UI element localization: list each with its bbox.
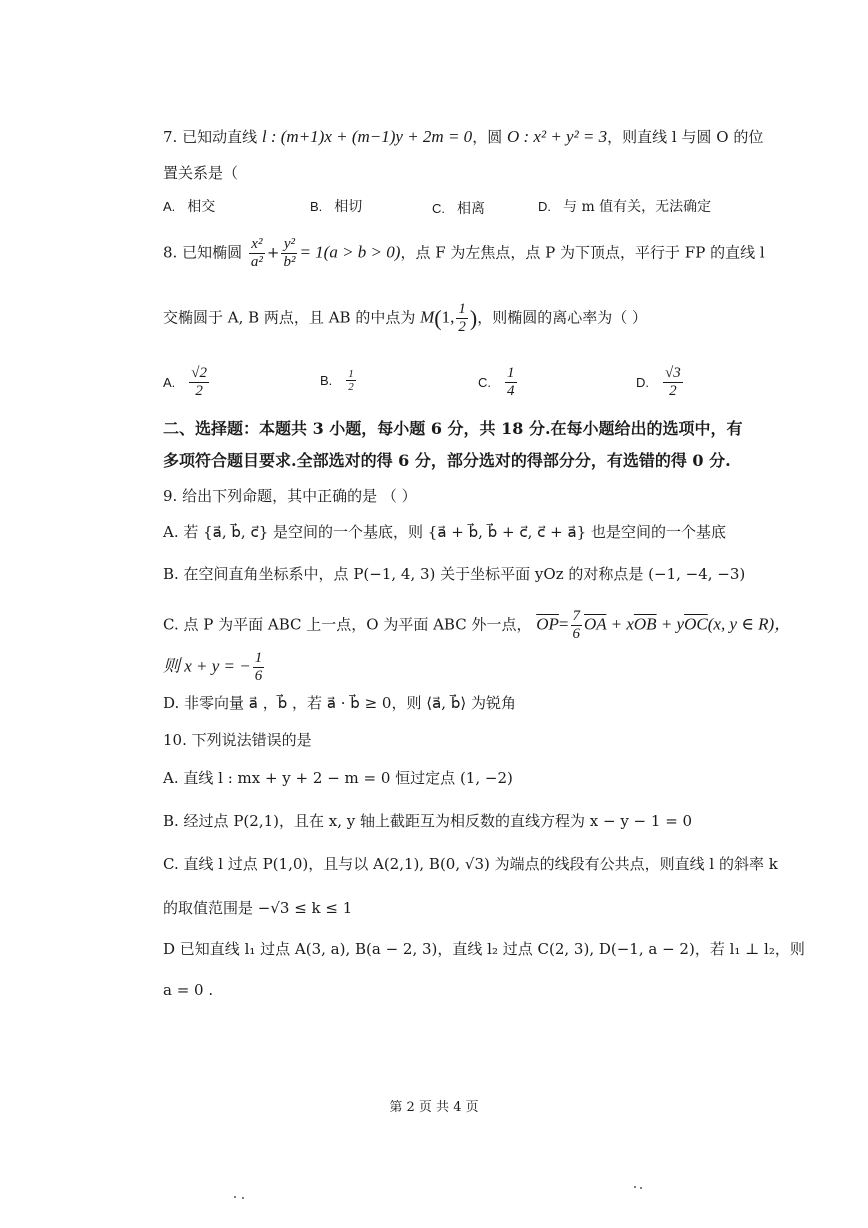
scan-speck — [242, 1197, 244, 1199]
q10-stem: 10. 下列说法错误的是 — [163, 731, 312, 749]
q8-line2-a: 交椭圆于 A, B 两点，且 AB 的中点为 — [163, 308, 416, 327]
q8-line2-b: ，则椭圆的离心率为（ ） — [477, 308, 647, 327]
q9-option-c-sum: 则 x + y = − — [163, 656, 251, 676]
q7-tail: ，则直线 l 与圆 O 的位 — [607, 128, 764, 146]
q9-option-c: C. 点 P 为平面 ABC 上一点，O 为平面 ABC 外一点， $\overline{OP}=$ $\frac{7}{6}$ $\overline{OA} + x\overline{OB} + y\overline{OC}(x$, y ∈ R)， — [163, 608, 792, 642]
scan-speck — [234, 1196, 236, 1198]
q8-option-b: B. $\frac{1}{2}$ — [320, 368, 354, 393]
q7-stem-line2: 置关系是（ — [163, 164, 239, 182]
scan-speck — [634, 1186, 636, 1188]
q10-option-b: B. 经过点 P(2,1)，且在 x, y 轴上截距互为相反数的直线方程为 x − y − 1 = 0 — [163, 812, 693, 830]
q7-circle-equation: O : x² + y² = 3 — [506, 127, 608, 146]
q8-prefix: 8. 已知椭圆 — [163, 243, 243, 262]
q8-option-d: D. $\frac{√3}{2}$ — [636, 365, 681, 399]
q8-midpoint-y: $\frac{1}{2}$ — [458, 301, 466, 335]
q9-fraction-1-6: $\frac{1}{6}$ — [254, 650, 263, 684]
q7-option-b: B. 相切 — [310, 199, 363, 215]
q8-option-c: C. $\frac{1}{4}$ — [478, 365, 515, 399]
q9-option-b: B. 在空间直角坐标系中，点 P(−1, 4, 3) 关于坐标平面 yOz 的对称点是 (−1, −4, −3) — [163, 565, 746, 583]
page-footer: 第 2 页 共 4 页 — [389, 1100, 479, 1115]
q9-vector-op: $\overline{OP}$ — [536, 614, 559, 634]
q7-mid: ，圆 — [472, 128, 503, 146]
q8-midpoint-label: M — [420, 307, 435, 327]
q9-option-d: D. 非零向量 a⃗ ，b⃗ ，若 a⃗ · b⃗ ≥ 0，则 ⟨a⃗, b⃗⟩ 为锐角 — [163, 694, 516, 712]
q7-line-equation: l : (m+1)x + (m−1)y + 2m = 0 — [261, 127, 473, 146]
q9-fraction-7-6: $\frac{7}{6}$ — [572, 608, 581, 642]
q8-ellipse-rhs: = 1(a > b > 0) — [299, 242, 401, 262]
q10-option-c-line2: 的取值范围是 −√3 ≤ k ≤ 1 — [163, 899, 353, 917]
q9-option-a: A. 若 {a⃗, b⃗, c⃗} 是空间的一个基底，则 {a⃗ + b⃗, b⃗ + c⃗, c⃗ + a⃗} 也是空间的一个基底 — [163, 523, 726, 541]
section2-heading-line1: 二、选择题：本题共 3 小题，每小题 6 分，共 18 分.在每小题给出的选项中，有 — [163, 419, 743, 438]
q9-option-c-text: C. 点 P 为平面 ABC 上一点，O 为平面 ABC 外一点， — [163, 615, 532, 634]
q8-midpoint-x: 1, — [441, 307, 455, 327]
q7-option-d: D. 与 m 值有关，无法确定 — [538, 199, 712, 215]
q9-option-c-line2 — [163, 650, 266, 685]
q8-stem-line2: 交椭圆于 A, B 两点，且 AB 的中点为 M(1, $\frac{1}{2}$ )，则椭圆的离心率为（ ） — [163, 301, 647, 335]
q9-vector-oa: $\overline{OA}$ — [584, 614, 607, 634]
q10-option-a: A. 直线 l : mx + y + 2 − m = 0 恒过定点 (1, −2) — [163, 769, 513, 787]
q8-stem: 8. 已知椭圆 $\frac{\text{x²}}{\text{a²}}$ + $\frac{\text{y²}}{\text{b²}}$ = 1(a > b > 0)，点 F 为左焦点，点 P 为下顶点，平行于 FP 的直线 l — [163, 236, 765, 270]
q8-option-a: A. $\frac{√2}{2}$ — [163, 365, 208, 399]
q9-vector-ob: $\overline{OB}$ — [633, 614, 657, 634]
q8-fraction-x: $\frac{\text{x²}}{\text{a²}}$ — [250, 236, 263, 270]
q9-stem: 9. 给出下列命题，其中正确的是 （ ） — [163, 487, 417, 505]
q7-option-c: C. 相离 — [432, 201, 485, 217]
q7-stem — [163, 126, 763, 148]
q7-option-a: A. 相交 — [163, 199, 216, 215]
q9-vector-oc: $\overline{OC}$ — [684, 614, 708, 634]
q7-prefix: 7. 已知动直线 — [163, 128, 258, 146]
q8-fraction-y: $\frac{\text{y²}}{\text{b²}}$ — [283, 236, 296, 270]
q10-option-d: D 已知直线 l₁ 过点 A(3, a), B(a − 2, 3)，直线 l₂ 过点 C(2, 3), D(−1, a − 2)，若 l₁ ⊥ l₂，则 — [163, 940, 805, 958]
q8-tail: ，点 F 为左焦点，点 P 为下顶点，平行于 FP 的直线 l — [400, 243, 765, 262]
q10-option-d-line2: a = 0 . — [163, 981, 214, 999]
section2-heading-line2: 多项符合题目要求.全部选对的得 6 分，部分选对的得部分分，有选错的得 0 分. — [163, 451, 731, 470]
q10-option-c: C. 直线 l 过点 P(1,0)，且与以 A(2,1), B(0, √3) 为端点的线段有公共点，则直线 l 的斜率 k — [163, 855, 778, 873]
scan-speck — [640, 1187, 642, 1189]
